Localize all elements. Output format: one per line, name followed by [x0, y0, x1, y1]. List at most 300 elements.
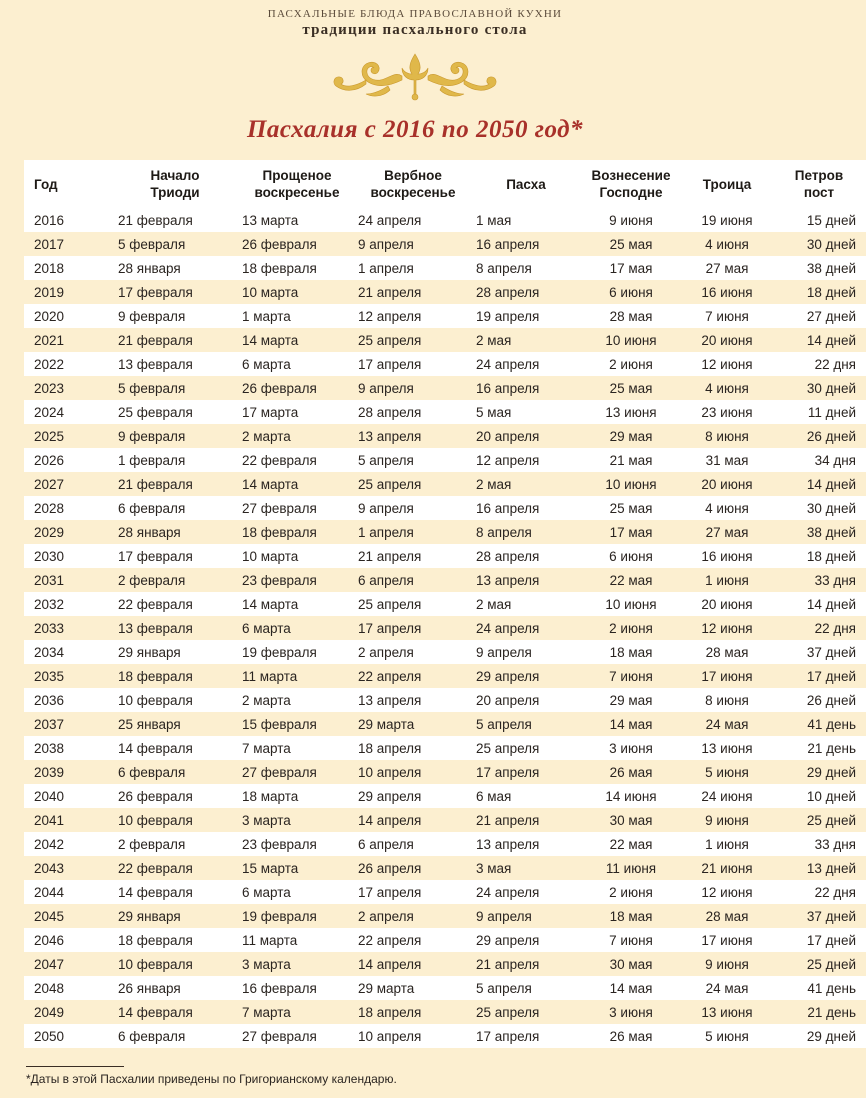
- cell-easter: 24 апреля: [476, 620, 540, 636]
- table-row: [24, 376, 866, 400]
- cell-palm-sunday: 13 апреля: [354, 688, 470, 712]
- cell-triodion-start: 14 февраля: [104, 880, 234, 904]
- cell-apostles-fast: 30 дней: [770, 496, 866, 520]
- cell-forgiveness-sunday: 11 марта: [234, 928, 354, 952]
- cell-forgiveness-sunday: 19 февраля: [242, 908, 317, 924]
- cell-ascension: 18 мая: [609, 908, 653, 924]
- cell-easter: 5 апреля: [470, 976, 578, 1000]
- column-header-trinity: Троица: [684, 160, 770, 208]
- cell-year: 2031: [34, 572, 65, 588]
- table-row: [24, 208, 866, 232]
- table-row: [24, 520, 866, 544]
- cell-ascension: 10 июня: [605, 332, 657, 348]
- cell-year: 2037: [34, 716, 65, 732]
- cell-palm-sunday: 24 апреля: [354, 208, 470, 232]
- column-header-ascension: Вознесение Господне: [578, 160, 684, 208]
- table-row: [24, 1000, 866, 1024]
- cell-forgiveness-sunday: 7 марта: [234, 736, 354, 760]
- cell-year: 2029: [34, 524, 65, 540]
- cell-palm-sunday: 10 апреля: [354, 1024, 470, 1048]
- cell-trinity: 12 июня: [684, 880, 770, 904]
- table-row: [24, 400, 866, 424]
- table-body: [24, 208, 866, 1048]
- table-row: [24, 544, 866, 568]
- cell-palm-sunday: 29 марта: [358, 716, 415, 732]
- cell-ascension: 7 июня: [578, 928, 684, 952]
- table-row: [24, 616, 866, 640]
- cell-easter: 8 апреля: [476, 524, 532, 540]
- cell-easter: 25 апреля: [470, 736, 578, 760]
- cell-forgiveness-sunday: 15 февраля: [242, 716, 317, 732]
- cell-ascension: 10 июня: [578, 592, 684, 616]
- table-row: [24, 808, 866, 832]
- cell-easter: 1 мая: [470, 208, 578, 232]
- cell-year: 2021: [34, 332, 65, 348]
- cell-triodion-start: 2 февраля: [118, 572, 186, 588]
- cell-easter: 8 апреля: [470, 256, 578, 280]
- cell-apostles-fast: 29 дней: [806, 764, 856, 780]
- cell-forgiveness-sunday: 23 февраля: [234, 832, 354, 856]
- cell-palm-sunday: 25 апреля: [358, 332, 422, 348]
- page-title: Пасхалия с 2016 по 2050 год*: [246, 116, 584, 143]
- cell-apostles-fast: 26 дней: [806, 428, 856, 444]
- cell-ascension: 10 июня: [605, 476, 657, 492]
- cell-palm-sunday: 9 апреля: [358, 236, 414, 252]
- cell-forgiveness-sunday: 2 марта: [234, 688, 354, 712]
- cell-forgiveness-sunday: 14 марта: [234, 592, 354, 616]
- cell-apostles-fast: 41 день: [770, 976, 866, 1000]
- cell-year: 2050: [24, 1024, 104, 1048]
- cell-apostles-fast: 30 дней: [806, 380, 856, 396]
- cell-trinity: 1 июня: [705, 572, 749, 588]
- table-row: [24, 304, 866, 328]
- cell-forgiveness-sunday: 26 февраля: [242, 380, 317, 396]
- table-row: [24, 856, 866, 880]
- cell-year: 2035: [34, 668, 65, 684]
- cell-trinity: 1 июня: [684, 832, 770, 856]
- cell-easter: 6 мая: [470, 784, 578, 808]
- cell-year: 2043: [34, 860, 65, 876]
- cell-trinity: 5 июня: [705, 764, 749, 780]
- cell-apostles-fast: 33 дня: [814, 572, 856, 588]
- cell-trinity: 20 июня: [684, 592, 770, 616]
- cell-triodion-start: 22 февраля: [118, 860, 193, 876]
- cell-ascension: 3 июня: [578, 736, 684, 760]
- cell-ascension: 14 июня: [578, 784, 684, 808]
- cell-trinity: 17 июня: [684, 928, 770, 952]
- cell-apostles-fast: 14 дней: [770, 592, 866, 616]
- cell-trinity: 12 июня: [701, 620, 753, 636]
- cell-forgiveness-sunday: 7 марта: [242, 1004, 291, 1020]
- table-row: [24, 952, 866, 976]
- cell-triodion-start: 10 февраля: [118, 956, 193, 972]
- cell-triodion-start: 2 февраля: [104, 832, 234, 856]
- table-header-row: [24, 160, 866, 208]
- cell-easter: 25 апреля: [476, 1004, 540, 1020]
- cell-trinity: 8 июня: [684, 688, 770, 712]
- cell-triodion-start: 29 января: [118, 908, 181, 924]
- cell-triodion-start: 5 февраля: [118, 236, 186, 252]
- cell-apostles-fast: 18 дней: [770, 544, 866, 568]
- cell-easter: 29 апреля: [476, 668, 540, 684]
- cell-trinity: 28 мая: [705, 908, 749, 924]
- cell-ascension: 14 мая: [578, 976, 684, 1000]
- cell-trinity: 23 июня: [684, 400, 770, 424]
- cell-triodion-start: 13 февраля: [118, 620, 193, 636]
- cell-triodion-start: 6 февраля: [118, 764, 186, 780]
- cell-ascension: 25 мая: [578, 496, 684, 520]
- cell-triodion-start: 6 февраля: [104, 1024, 234, 1048]
- cell-palm-sunday: 22 апреля: [358, 668, 422, 684]
- cell-forgiveness-sunday: 23 февраля: [242, 572, 317, 588]
- cell-year: 2047: [34, 956, 65, 972]
- cell-year: 2017: [34, 236, 65, 252]
- table-row: [24, 904, 866, 928]
- cell-forgiveness-sunday: 27 февраля: [234, 1024, 354, 1048]
- cell-trinity: 4 июня: [705, 236, 749, 252]
- cell-ascension: 6 июня: [609, 284, 653, 300]
- cell-apostles-fast: 18 дней: [806, 284, 856, 300]
- cell-palm-sunday: 9 апреля: [358, 380, 414, 396]
- cell-triodion-start: 26 февраля: [104, 784, 234, 808]
- cell-ascension: 17 мая: [578, 256, 684, 280]
- cell-palm-sunday: 1 апреля: [358, 524, 414, 540]
- cell-ascension: 17 мая: [609, 524, 653, 540]
- cell-year: 2018: [24, 256, 104, 280]
- cell-forgiveness-sunday: 15 марта: [242, 860, 299, 876]
- cell-easter: 16 апреля: [470, 496, 578, 520]
- cell-palm-sunday: 1 апреля: [354, 256, 470, 280]
- table-row: [24, 280, 866, 304]
- cell-year: 2026: [24, 448, 104, 472]
- table-row: [24, 424, 866, 448]
- cell-palm-sunday: 21 апреля: [358, 284, 422, 300]
- cell-apostles-fast: 10 дней: [770, 784, 866, 808]
- table-row: [24, 760, 866, 784]
- cell-apostles-fast: 29 дней: [770, 1024, 866, 1048]
- cell-easter: 2 мая: [476, 476, 512, 492]
- cell-trinity: 9 июня: [705, 812, 749, 828]
- cell-easter: 12 апреля: [470, 448, 578, 472]
- cell-triodion-start: 14 февраля: [104, 736, 234, 760]
- cell-forgiveness-sunday: 18 марта: [234, 784, 354, 808]
- cell-ascension: 22 мая: [609, 572, 653, 588]
- cell-ascension: 11 июня: [605, 860, 657, 876]
- cell-trinity: 13 июня: [701, 1004, 753, 1020]
- cell-triodion-start: 17 февраля: [118, 284, 193, 300]
- cell-palm-sunday: 29 марта: [354, 976, 470, 1000]
- cell-forgiveness-sunday: 14 марта: [242, 332, 299, 348]
- cell-forgiveness-sunday: 3 марта: [242, 956, 291, 972]
- cell-easter: 16 апреля: [476, 380, 540, 396]
- cell-easter: 28 апреля: [476, 284, 540, 300]
- cell-easter: 9 апреля: [476, 908, 532, 924]
- cell-apostles-fast: 38 дней: [806, 524, 856, 540]
- cell-ascension: 30 мая: [609, 812, 653, 828]
- cell-trinity: 16 июня: [701, 284, 753, 300]
- cell-apostles-fast: 41 день: [807, 716, 856, 732]
- cell-triodion-start: 9 февраля: [104, 304, 234, 328]
- cell-easter: 28 апреля: [470, 544, 578, 568]
- cell-apostles-fast: 22 дня: [770, 352, 866, 376]
- cell-ascension: 13 июня: [578, 400, 684, 424]
- cell-easter: 13 апреля: [470, 832, 578, 856]
- cell-ascension: 18 мая: [578, 640, 684, 664]
- cell-triodion-start: 25 февраля: [104, 400, 234, 424]
- cell-triodion-start: 1 февраля: [104, 448, 234, 472]
- cell-trinity: 12 июня: [684, 352, 770, 376]
- table-row: [24, 448, 866, 472]
- cell-ascension: 2 июня: [609, 620, 653, 636]
- cell-triodion-start: 14 февраля: [118, 1004, 193, 1020]
- table-row: [24, 688, 866, 712]
- cell-palm-sunday: 14 апреля: [358, 956, 422, 972]
- cell-forgiveness-sunday: 14 марта: [242, 476, 299, 492]
- cell-easter: 5 мая: [470, 400, 578, 424]
- cell-palm-sunday: 18 апреля: [358, 1004, 422, 1020]
- cell-ascension: 25 мая: [609, 380, 653, 396]
- cell-forgiveness-sunday: 26 февраля: [242, 236, 317, 252]
- cell-triodion-start: 25 января: [118, 716, 181, 732]
- cell-easter: 3 мая: [476, 860, 512, 876]
- cell-ascension: 7 июня: [609, 668, 653, 684]
- cell-palm-sunday: 10 апреля: [358, 764, 422, 780]
- cell-ascension: 25 мая: [609, 236, 653, 252]
- header-subtitle: традиции пасхального стола: [302, 22, 528, 38]
- column-header-apostles-fast: Петров пост: [770, 160, 866, 208]
- cell-triodion-start: 26 января: [104, 976, 234, 1000]
- table-row: [24, 1024, 866, 1048]
- cell-year: 2023: [34, 380, 65, 396]
- cell-year: 2027: [34, 476, 65, 492]
- cell-palm-sunday: 6 апреля: [354, 832, 470, 856]
- table-row: [24, 712, 866, 736]
- table-row: [24, 352, 866, 376]
- cell-trinity: 17 июня: [701, 668, 753, 684]
- cell-triodion-start: 10 февраля: [118, 812, 193, 828]
- cell-easter: 24 апреля: [470, 880, 578, 904]
- cell-year: 2036: [24, 688, 104, 712]
- cell-palm-sunday: 22 апреля: [354, 928, 470, 952]
- cell-palm-sunday: 17 апреля: [354, 352, 470, 376]
- table-row: [24, 232, 866, 256]
- cell-year: 2042: [24, 832, 104, 856]
- cell-year: 2041: [34, 812, 65, 828]
- cell-forgiveness-sunday: 2 марта: [242, 428, 291, 444]
- cell-ascension: 3 июня: [609, 1004, 653, 1020]
- cell-triodion-start: 13 февраля: [104, 352, 234, 376]
- cell-easter: 2 мая: [470, 592, 578, 616]
- cell-easter: 5 апреля: [476, 716, 532, 732]
- cell-easter: 2 мая: [476, 332, 512, 348]
- cell-apostles-fast: 14 дней: [806, 332, 856, 348]
- cell-year: 2030: [24, 544, 104, 568]
- cell-apostles-fast: 25 дней: [806, 956, 856, 972]
- cell-triodion-start: 21 февраля: [118, 476, 193, 492]
- cell-palm-sunday: 13 апреля: [358, 428, 422, 444]
- cell-apostles-fast: 26 дней: [770, 688, 866, 712]
- column-header-triodion-start: Начало Триоди: [104, 160, 234, 208]
- cell-forgiveness-sunday: 6 марта: [242, 620, 291, 636]
- cell-apostles-fast: 22 дня: [814, 620, 856, 636]
- cell-easter: 21 апреля: [476, 812, 540, 828]
- cell-forgiveness-sunday: 10 марта: [234, 544, 354, 568]
- cell-trinity: 24 мая: [705, 716, 749, 732]
- column-header-easter: Пасха: [470, 160, 578, 208]
- cell-forgiveness-sunday: 1 марта: [234, 304, 354, 328]
- cell-triodion-start: 22 февраля: [104, 592, 234, 616]
- cell-forgiveness-sunday: 22 февраля: [234, 448, 354, 472]
- cell-triodion-start: 28 января: [104, 256, 234, 280]
- table-row: [24, 640, 866, 664]
- cell-forgiveness-sunday: 6 марта: [234, 880, 354, 904]
- cell-ascension: 29 мая: [609, 428, 653, 444]
- cell-trinity: 4 июня: [705, 380, 749, 396]
- cell-trinity: 31 мая: [684, 448, 770, 472]
- cell-easter: 17 апреля: [470, 1024, 578, 1048]
- cell-year: 2025: [34, 428, 65, 444]
- cell-palm-sunday: 25 апреля: [354, 592, 470, 616]
- cell-palm-sunday: 25 апреля: [358, 476, 422, 492]
- cell-easter: 21 апреля: [476, 956, 540, 972]
- cell-trinity: 21 июня: [701, 860, 753, 876]
- cell-forgiveness-sunday: 19 февраля: [234, 640, 354, 664]
- cell-apostles-fast: 14 дней: [806, 476, 856, 492]
- cell-ascension: 28 мая: [578, 304, 684, 328]
- cell-easter: 29 апреля: [470, 928, 578, 952]
- cell-year: 2034: [24, 640, 104, 664]
- cell-triodion-start: 21 февраля: [118, 332, 193, 348]
- cell-year: 2016: [24, 208, 104, 232]
- cell-easter: 16 апреля: [476, 236, 540, 252]
- cell-palm-sunday: 28 апреля: [354, 400, 470, 424]
- cell-ascension: 6 июня: [578, 544, 684, 568]
- cell-ascension: 26 мая: [609, 764, 653, 780]
- table-row: [24, 568, 866, 592]
- cell-triodion-start: 10 февраля: [104, 688, 234, 712]
- cell-trinity: 27 мая: [684, 256, 770, 280]
- cell-palm-sunday: 9 апреля: [354, 496, 470, 520]
- cell-palm-sunday: 2 апреля: [358, 908, 414, 924]
- cell-apostles-fast: 25 дней: [806, 812, 856, 828]
- cell-ascension: 30 мая: [609, 956, 653, 972]
- cell-triodion-start: 17 февраля: [104, 544, 234, 568]
- table-row: [24, 592, 866, 616]
- cell-forgiveness-sunday: 6 марта: [234, 352, 354, 376]
- cell-palm-sunday: 6 апреля: [358, 572, 414, 588]
- cell-apostles-fast: 15 дней: [770, 208, 866, 232]
- footnote: *Даты в этой Пасхалии приведены по Григорианскому календарю.: [26, 1072, 397, 1086]
- cell-year: 2044: [24, 880, 104, 904]
- cell-palm-sunday: 18 апреля: [354, 736, 470, 760]
- cell-apostles-fast: 22 дня: [770, 880, 866, 904]
- table-row: [24, 328, 866, 352]
- cell-palm-sunday: 29 апреля: [354, 784, 470, 808]
- header-top-line: ПАСХАЛЬНЫЕ БЛЮДА ПРАВОСЛАВНОЙ КУХНИ: [267, 8, 563, 20]
- cell-palm-sunday: 14 апреля: [358, 812, 422, 828]
- cell-year: 2046: [24, 928, 104, 952]
- cell-trinity: 9 июня: [705, 956, 749, 972]
- cell-forgiveness-sunday: 27 февраля: [234, 496, 354, 520]
- cell-apostles-fast: 38 дней: [770, 256, 866, 280]
- cell-ascension: 22 мая: [578, 832, 684, 856]
- cell-triodion-start: 28 января: [118, 524, 181, 540]
- cell-trinity: 27 мая: [705, 524, 749, 540]
- cell-apostles-fast: 21 день: [807, 1004, 856, 1020]
- cell-easter: 9 апреля: [470, 640, 578, 664]
- cell-triodion-start: 18 февраля: [118, 668, 193, 684]
- cell-ascension: 29 мая: [578, 688, 684, 712]
- cell-easter: 20 апреля: [470, 688, 578, 712]
- cell-year: 2049: [34, 1004, 65, 1020]
- cell-triodion-start: 6 февраля: [104, 496, 234, 520]
- cell-triodion-start: 5 февраля: [118, 380, 186, 396]
- table-row: [24, 976, 866, 1000]
- cell-forgiveness-sunday: 18 февраля: [234, 256, 354, 280]
- column-header-palm-sunday: Вербное воскресенье: [354, 160, 470, 208]
- column-header-forgiveness-sunday: Прощеное воскресенье: [234, 160, 354, 208]
- cell-easter: 19 апреля: [470, 304, 578, 328]
- cell-palm-sunday: 12 апреля: [354, 304, 470, 328]
- cell-forgiveness-sunday: 11 марта: [242, 668, 298, 684]
- cell-trinity: 13 июня: [684, 736, 770, 760]
- cell-forgiveness-sunday: 17 марта: [234, 400, 354, 424]
- cell-year: 2022: [24, 352, 104, 376]
- paschalia-table: [24, 160, 866, 1048]
- cell-ascension: 2 июня: [578, 880, 684, 904]
- cell-easter: 17 апреля: [476, 764, 540, 780]
- cell-trinity: 24 мая: [684, 976, 770, 1000]
- cell-trinity: 24 июня: [684, 784, 770, 808]
- cell-forgiveness-sunday: 3 марта: [242, 812, 291, 828]
- cell-palm-sunday: 17 апреля: [354, 880, 470, 904]
- cell-palm-sunday: 21 апреля: [354, 544, 470, 568]
- cell-forgiveness-sunday: 27 февраля: [242, 764, 317, 780]
- cell-year: 2048: [24, 976, 104, 1000]
- cell-easter: 13 апреля: [476, 572, 540, 588]
- cell-palm-sunday: 17 апреля: [358, 620, 422, 636]
- cell-easter: 20 апреля: [476, 428, 540, 444]
- column-header-year: Год: [24, 160, 104, 208]
- cell-easter: 24 апреля: [470, 352, 578, 376]
- table-row: [24, 736, 866, 760]
- table-row: [24, 928, 866, 952]
- cell-palm-sunday: 5 апреля: [354, 448, 470, 472]
- table-row: [24, 664, 866, 688]
- cell-triodion-start: 21 февраля: [104, 208, 234, 232]
- cell-ascension: 21 мая: [578, 448, 684, 472]
- cell-year: 2045: [34, 908, 65, 924]
- cell-forgiveness-sunday: 16 февраля: [234, 976, 354, 1000]
- cell-trinity: 19 июня: [684, 208, 770, 232]
- cell-forgiveness-sunday: 18 февраля: [242, 524, 317, 540]
- table-row: [24, 880, 866, 904]
- cell-ascension: 2 июня: [578, 352, 684, 376]
- cell-year: 2028: [24, 496, 104, 520]
- cell-year: 2040: [24, 784, 104, 808]
- table-row: [24, 256, 866, 280]
- cell-year: 2033: [34, 620, 65, 636]
- cell-apostles-fast: 37 дней: [806, 908, 856, 924]
- cell-apostles-fast: 11 дней: [770, 400, 866, 424]
- cell-year: 2038: [24, 736, 104, 760]
- cell-apostles-fast: 13 дней: [806, 860, 856, 876]
- cell-trinity: 28 мая: [684, 640, 770, 664]
- table-row: [24, 784, 866, 808]
- cell-ascension: 14 мая: [609, 716, 653, 732]
- table-row: [24, 496, 866, 520]
- cell-trinity: 20 июня: [701, 332, 753, 348]
